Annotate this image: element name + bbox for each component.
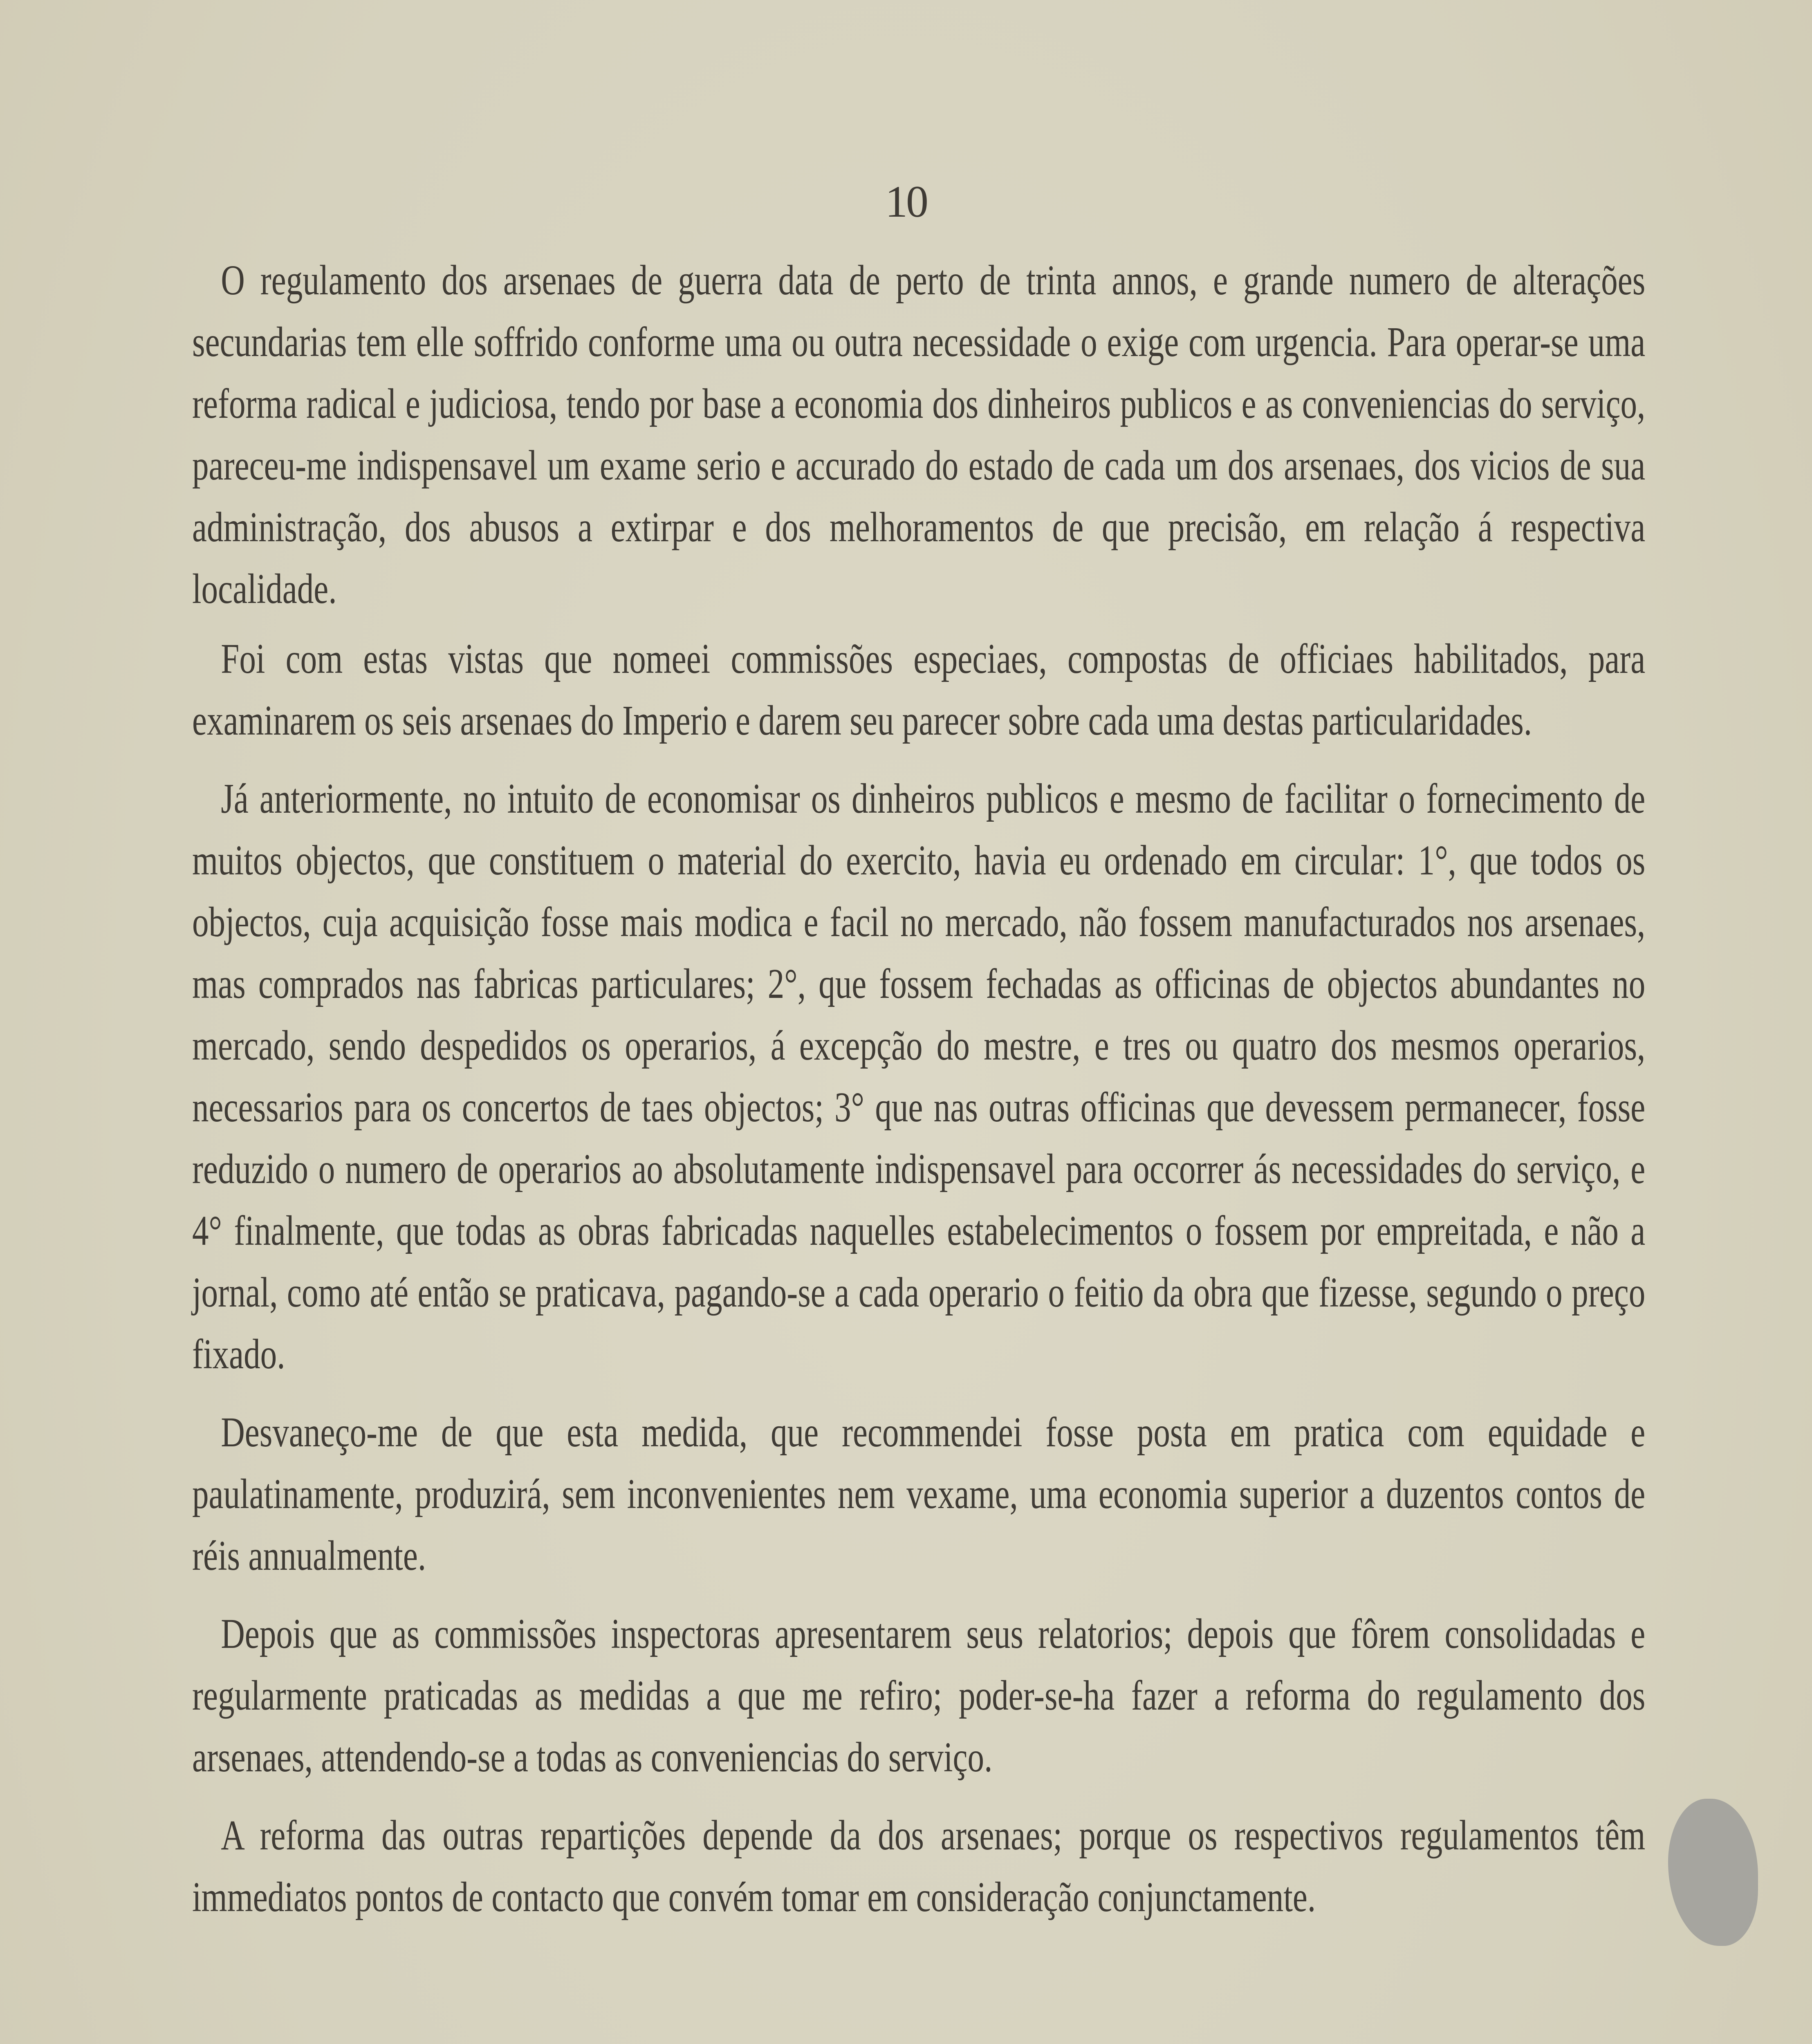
paragraph: Foi com estas vistas que nomeei commissões especiaes, compostas de officiaes habilitados, para examinarem os seis arsenaes do Imperio e darem seu parecer sobre cada uma destas particularidades.	[192, 635, 1646, 744]
page-stain	[1668, 1799, 1758, 1946]
paragraph: Já anteriormente, no intuito de economisar os dinheiros publicos e mesmo de facilitar o fornecimento de muitos objectos, que constituem o material do exercito, havia eu ordenado em circular: 1°, que todos os objectos, cuja acquisição fosse mais modica e facil no mercado, não fossem manufacturados nos arsenaes, mas comprados nas fabricas particulares; 2°, que fossem fechadas as officinas de objectos abundantes no mercado, sendo despedidos os operarios, á excepção do mestre, e tres ou quatro dos mesmos operarios, necessarios para os concertos de taes objectos; 3° que nas outras officinas que devessem permanecer, fosse reduzido o numero de operarios ao absolutamente indispensavel para occorrer ás necessidades do serviço, e 4° finalmente, que todas as obras fabricadas naquelles estabelecimentos o fossem por empreitada, e não a jornal, como até então se praticava, pagando-se a cada operario o feitio da obra que fizesse, segundo o preço fixado.	[192, 775, 1646, 1378]
paragraph: O regulamento dos arsenaes de guerra data de perto de trinta annos, e grande numero de alterações secundarias tem elle soffrido conforme uma ou outra necessidade o exige com urgencia. Para operar-se uma reforma radical e judiciosa, tendo por base a economia dos dinheiros publicos e as conveniencias do serviço, pareceu-me indispensavel um exame serio e accurado do estado de cada um dos arsenaes, dos vicios de sua administração, dos abusos a extirpar e dos melhoramentos de que precisão, em relação á respectiva localidade.	[192, 257, 1646, 612]
paragraph: A reforma das outras repartições depende da dos arsenaes; porque os respectivos regulamentos têm immediatos pontos de contacto que convém tomar em consideração conjunctamente.	[192, 1812, 1646, 1921]
paragraph: Desvaneço-me de que esta medida, que recommendei fosse posta em pratica com equidade e paulatinamente, produzirá, sem inconvenientes nem vexame, uma economia superior a duzentos contos de réis annualmente.	[192, 1409, 1646, 1579]
page-number: 10	[885, 177, 927, 226]
body-text	[192, 249, 1648, 1930]
paragraph: Depois que as commissões inspectoras apresentarem seus relatorios; depois que fôrem consolidadas e regularmente praticadas as medidas a que me refiro; poder-se-ha fazer a reforma do regulamento dos arsenaes, attendendo-se a todas as conveniencias do serviço.	[192, 1610, 1646, 1781]
